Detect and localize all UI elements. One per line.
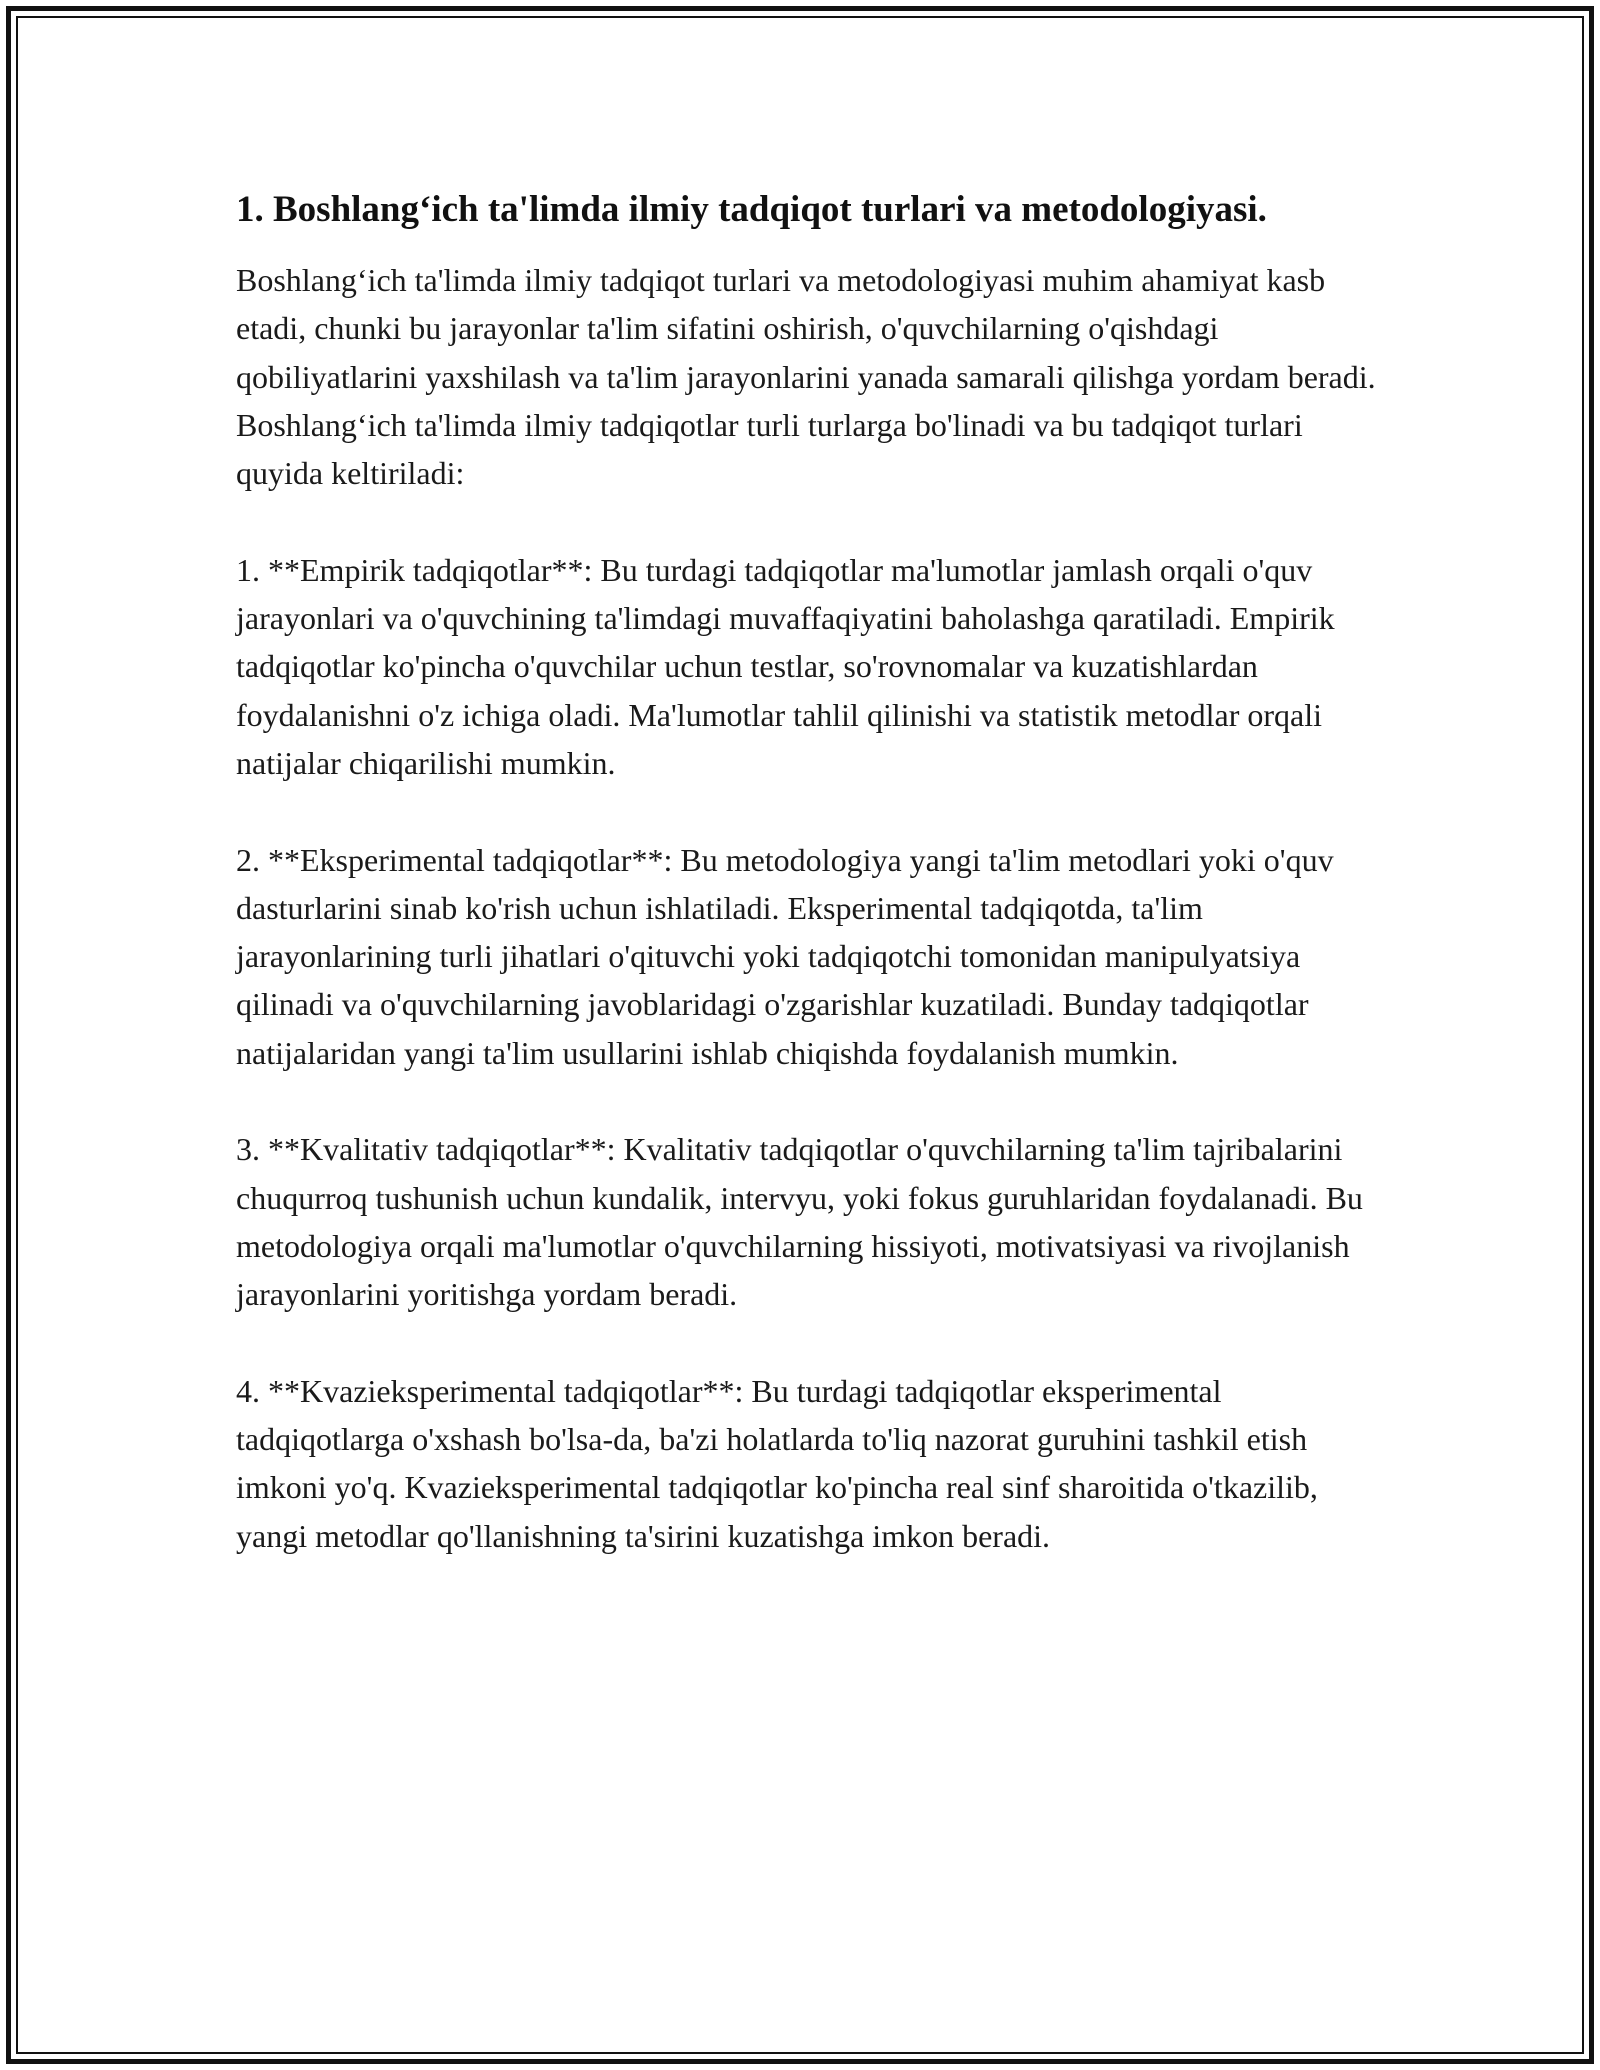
document-body: [236, 182, 1376, 1560]
intro-paragraph: Boshlang‘ich ta'limda ilmiy tadqiqot turlari va metodologiyasi muhim ahamiyat kasb etadi, chunki bu jarayonlar ta'lim sifatini oshirish, o'quvchilarning o'qishdagi qobiliyatlarini yaxshilash va ta'lim jarayonlarini yanada samarali qilishga yordam beradi. Boshlang‘ich ta'limda ilmiy tadqiqotlar turli turlarga bo'linadi va bu tadqiqot turlari quyida keltiriladi:: [236, 262, 1376, 492]
paragraph-experimental: 2. **Eksperimental tadqiqotlar**: Bu metodologiya yangi ta'lim metodlari yoki o'quv dasturlarini sinab ko'rish uchun ishlatiladi. Eksperimental tadqiqotda, ta'lim jarayonlarining turli jihatlari o'qituvchi yoki tadqiqotchi tomonidan manipulyatsiya qilinadi va o'quvchilarning javoblaridagi o'zgarishlar kuzatiladi. Bunday tadqiqotlar natijalaridan yangi ta'lim usullarini ishlab chiqishda foydalanish mumkin.: [236, 841, 1334, 1071]
paragraph-empirical: 1. **Empirik tadqiqotlar**: Bu turdagi tadqiqotlar ma'lumotlar jamlash orqali o'quv jarayonlari va o'quvchining ta'limdagi muvaffaqiyatini baholashga qaratiladi. Empirik tadqiqotlar ko'pincha o'quvchilar uchun testlar, so'rovnomalar va kuzatishlardan foydalanishni o'z ichiga oladi. Ma'lumotlar tahlil qilinishi va statistik metodlar orqali natijalar chiqarilishi mumkin.: [236, 551, 1335, 781]
paragraph-quasi-experimental: 4. **Kvazieksperimental tadqiqotlar**: Bu turdagi tadqiqotlar eksperimental tadqiqotlarga o'xshash bo'lsa-da, ba'zi holatlarda to'liq nazorat guruhini tashkil etish imkoni yo'q. Kvazieksperimental tadqiqotlar ko'pincha real sinf sharoitida o'tkazilib, yangi metodlar qo'llanishning ta'sirini kuzatishga imkon beradi.: [236, 1372, 1318, 1554]
section-heading: 1. Boshlang‘ich ta'limda ilmiy tadqiqot turlari va metodologiyasi.: [236, 189, 1267, 230]
paragraph-qualitative: 3. **Kvalitativ tadqiqotlar**: Kvalitativ tadqiqotlar o'quvchilarning ta'lim tajribalarini chuqurroq tushunish uchun kundalik, intervyu, yoki fokus guruhlaridan foydalanadi. Bu metodologiya orqali ma'lumotlar o'quvchilarning hissiyoti, motivatsiyasi va rivojlanish jarayonlarini yoritishga yordam beradi.: [236, 1131, 1363, 1313]
